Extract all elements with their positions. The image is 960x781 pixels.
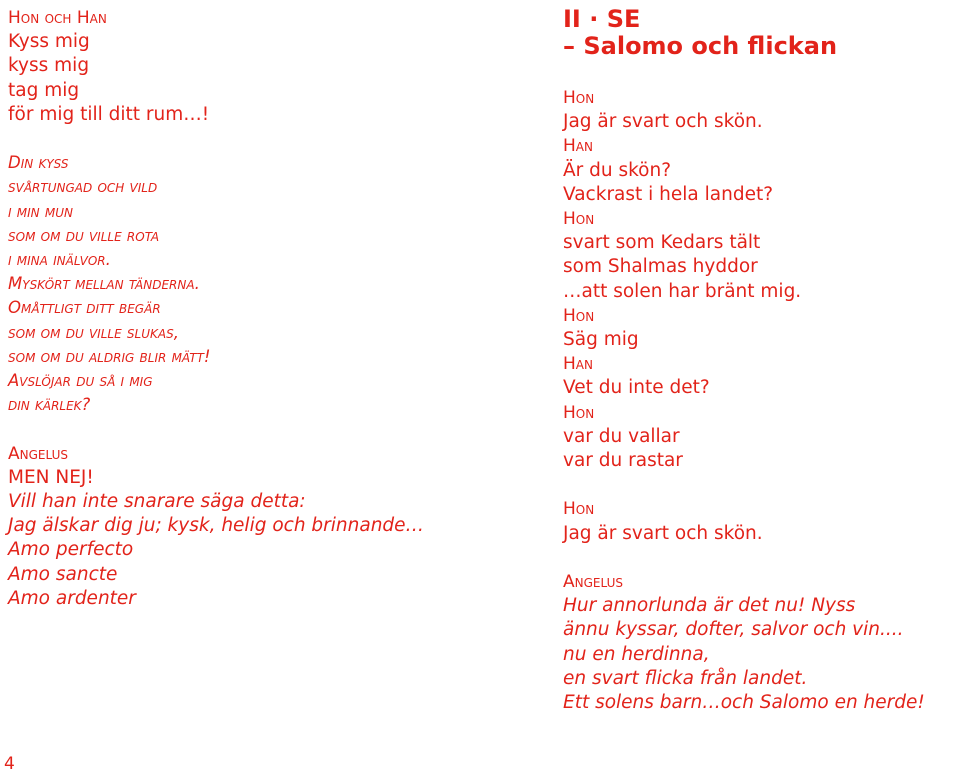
stanza-gap — [563, 546, 958, 570]
chorus-line: som om du aldrig blir mätt! — [8, 346, 211, 366]
verse-line: Kyss mig — [8, 31, 90, 53]
chorus-line: Avslöjar du så i mig — [8, 371, 153, 391]
dialogue-line: som Shalmas hyddor — [563, 256, 758, 278]
dialogue-line: Vackrast i hela landet? — [563, 183, 774, 205]
dialogue-line: en svart flicka från landet. — [563, 667, 808, 689]
speaker-label: Angelus — [8, 443, 68, 464]
speaker-label: Hon — [563, 402, 595, 423]
chorus-line: i min mun — [8, 201, 74, 221]
dialogue-line: Jag är svart och skön. — [563, 522, 763, 544]
dialogue-line: Vet du inte det? — [563, 377, 710, 399]
speaker-label: Han — [563, 354, 593, 375]
verse-line: Amo perfecto — [8, 539, 134, 561]
chorus-line: Din kyss — [8, 153, 69, 173]
dialogue-line: nu en herdinna, — [563, 643, 710, 665]
stanza-gap — [8, 127, 528, 151]
left-column — [8, 6, 528, 611]
section-title: – Salomo och flickan — [563, 32, 838, 60]
chorus-line: Omåttligt ditt begär — [8, 298, 161, 318]
dialogue-line: Jag är svart och skön. — [563, 111, 763, 133]
speaker-label: Hon — [563, 209, 595, 230]
chorus-line: i mina inälvor. — [8, 250, 111, 270]
dialogue-line: svart som Kedars tält — [563, 232, 761, 254]
chorus-line: din kärlek? — [8, 395, 91, 415]
verse-line: Amo sancte — [8, 563, 118, 585]
dialogue-line: Säg mig — [563, 329, 639, 351]
speaker-label: Hon — [563, 499, 595, 520]
speaker-label: Hon — [563, 305, 595, 326]
speaker-label: Han — [563, 136, 593, 157]
page-number: 4 — [4, 754, 15, 774]
verse-line: tag mig — [8, 79, 80, 101]
verse-line: MEN NEJ! — [8, 466, 94, 488]
section-heading — [563, 6, 958, 60]
chorus-line: svårtungad och vild — [8, 177, 158, 197]
verse-line: för mig till ditt rum…! — [8, 103, 210, 125]
chorus-line: som om du ville slukas, — [8, 322, 179, 342]
dialogue-line: Hur annorlunda är det nu! Nyss — [563, 595, 856, 617]
right-column — [563, 6, 958, 715]
speaker-label: Angelus — [563, 572, 623, 593]
speaker-label: Hon och Han — [8, 8, 107, 28]
stanza-gap — [563, 473, 958, 497]
dialogue-line: var du rastar — [563, 450, 683, 472]
verse-line: Vill han inte snarare säga detta: — [8, 491, 306, 513]
verse-line: kyss mig — [8, 55, 90, 77]
stanza-gap — [8, 417, 528, 441]
speaker-label: Hon — [563, 88, 595, 108]
dialogue-line: var du vallar — [563, 425, 680, 447]
chorus-line: Myskört mellan tänderna. — [8, 274, 200, 294]
dialogue-line: Är du skön? — [563, 159, 672, 181]
section-number: II · SE — [563, 5, 641, 33]
verse-line: Amo ardenter — [8, 587, 136, 609]
chorus-line: som om du ville rota — [8, 225, 160, 245]
dialogue-line: …att solen har bränt mig. — [563, 280, 802, 302]
verse-line: Jag älskar dig ju; kysk, helig och brinnande… — [8, 515, 425, 537]
dialogue-line: Ett solens barn…och Salomo en herde! — [563, 692, 925, 714]
dialogue-line: ännu kyssar, dofter, salvor och vin.... — [563, 619, 904, 641]
